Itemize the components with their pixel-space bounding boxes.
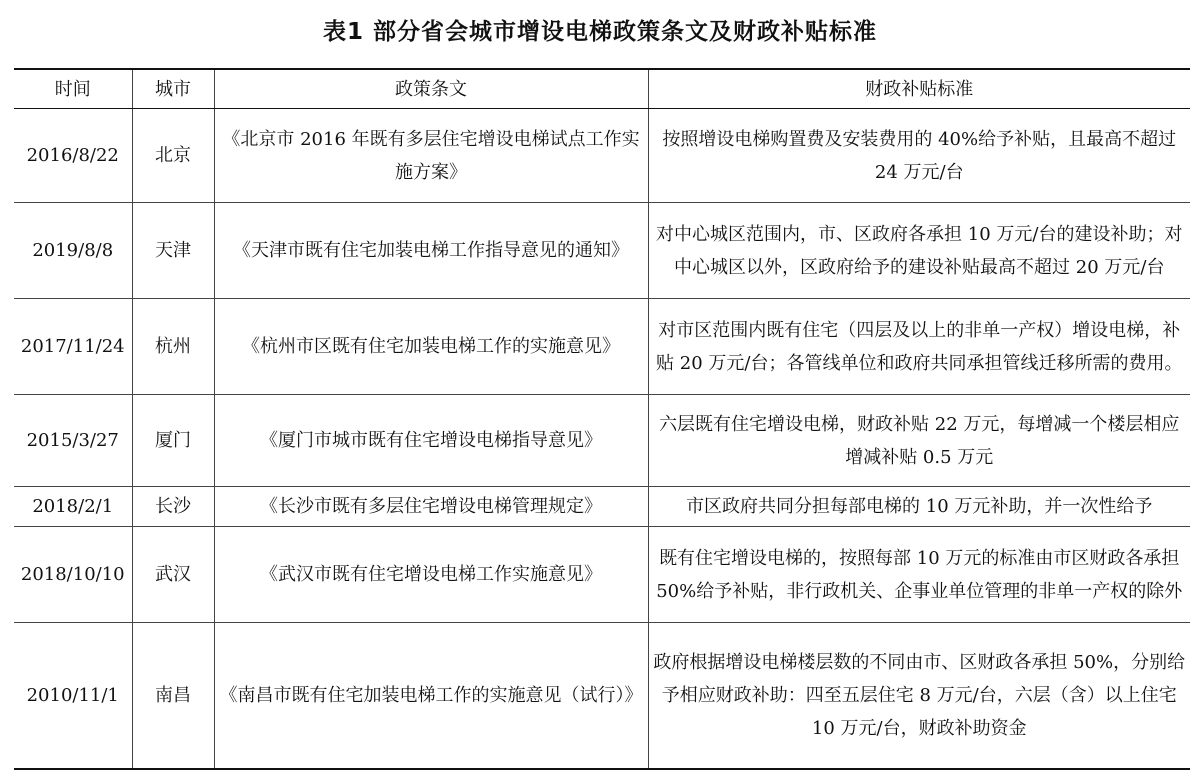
city-cell: 南昌 [132, 623, 214, 769]
policy-cell: 《武汉市既有住宅增设电梯工作实施意见》 [214, 527, 648, 623]
subsidy-cell: 政府根据增设电梯楼层数的不同由市、区财政各承担 50%，分别给予相应财政补助：四至五层住宅 8 万元/台，六层（含）以上住宅 10 万元/台，财政补助资金 [648, 623, 1190, 769]
table-row [14, 527, 1190, 623]
city-cell: 杭州 [132, 299, 214, 395]
policy-cell: 《南昌市既有住宅加装电梯工作的实施意见（试行）》 [214, 623, 648, 769]
table-body [14, 109, 1190, 769]
subsidy-cell: 既有住宅增设电梯的，按照每部 10 万元的标准由市区财政各承担 50%给予补贴，非行政机关、企事业单位管理的非单一产权的除外 [648, 527, 1190, 623]
table-title: 表1 部分省会城市增设电梯政策条文及财政补贴标准 [322, 19, 877, 45]
city-cell: 厦门 [132, 395, 214, 487]
table-row [14, 203, 1190, 299]
policy-cell: 《杭州市区既有住宅加装电梯工作的实施意见》 [214, 299, 648, 395]
header-date: 时间 [14, 69, 132, 109]
header-policy: 政策条文 [214, 69, 648, 109]
table-row [14, 299, 1190, 395]
city-cell: 长沙 [132, 487, 214, 527]
policy-cell: 《北京市 2016 年既有多层住宅增设电梯试点工作实施方案》 [214, 109, 648, 203]
date-cell: 2019/8/8 [14, 203, 132, 299]
table-row [14, 487, 1190, 527]
header-row [14, 69, 1190, 109]
subsidy-cell: 市区政府共同分担每部电梯的 10 万元补助，并一次性给予 [648, 487, 1190, 527]
city-cell: 北京 [132, 109, 214, 203]
city-cell: 武汉 [132, 527, 214, 623]
date-cell: 2017/11/24 [14, 299, 132, 395]
city-cell: 天津 [132, 203, 214, 299]
date-cell: 2018/10/10 [14, 527, 132, 623]
policy-cell: 《长沙市既有多层住宅增设电梯管理规定》 [214, 487, 648, 527]
date-cell: 2010/11/1 [14, 623, 132, 769]
table-header [14, 69, 1190, 109]
table-row [14, 395, 1190, 487]
table-row [14, 623, 1190, 769]
date-cell: 2015/3/27 [14, 395, 132, 487]
date-cell: 2018/2/1 [14, 487, 132, 527]
subsidy-cell: 对市区范围内既有住宅（四层及以上的非单一产权）增设电梯，补贴 20 万元/台；各管线单位和政府共同承担管线迁移所需的费用。 [648, 299, 1190, 395]
policy-table [14, 68, 1190, 770]
policy-cell: 《天津市既有住宅加装电梯工作指导意见的通知》 [214, 203, 648, 299]
header-subsidy: 财政补贴标准 [648, 69, 1190, 109]
subsidy-cell: 对中心城区范围内，市、区政府各承担 10 万元/台的建设补助；对中心城区以外，区政府给予的建设补贴最高不超过 20 万元/台 [648, 203, 1190, 299]
table-row [14, 109, 1190, 203]
subsidy-cell: 按照增设电梯购置费及安装费用的 40%给予补贴，且最高不超过 24 万元/台 [648, 109, 1190, 203]
date-cell: 2016/8/22 [14, 109, 132, 203]
header-city: 城市 [132, 69, 214, 109]
subsidy-cell: 六层既有住宅增设电梯，财政补贴 22 万元，每增减一个楼层相应增减补贴 0.5 万元 [648, 395, 1190, 487]
policy-cell: 《厦门市城市既有住宅增设电梯指导意见》 [214, 395, 648, 487]
